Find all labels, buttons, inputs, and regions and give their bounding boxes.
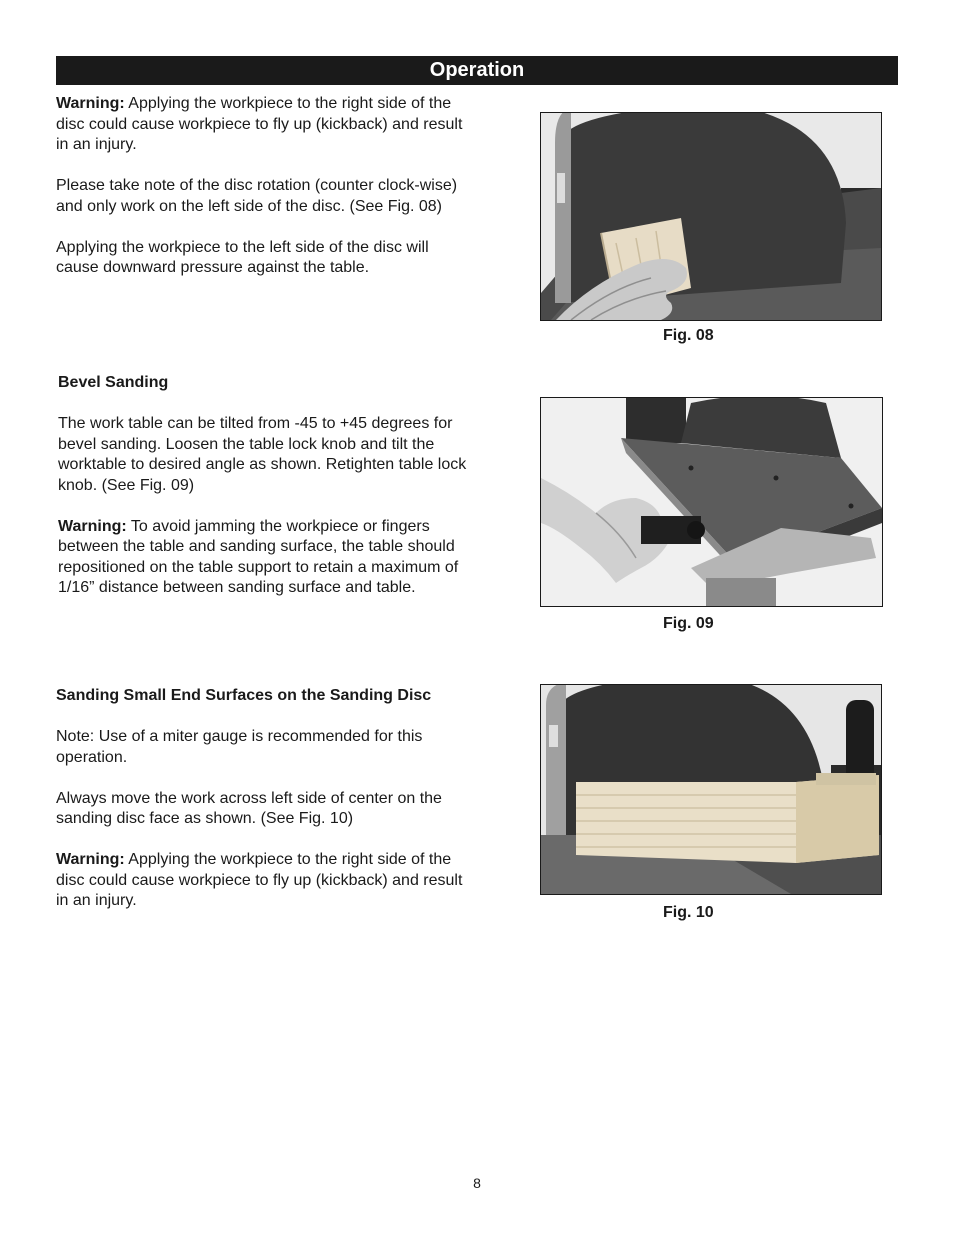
left-side-paragraph: Applying the workpiece to the left side of the disc will cause downward pressure against the table. <box>56 238 429 276</box>
section-title-bar <box>56 56 898 85</box>
warning-label: Warning: <box>56 95 125 112</box>
bevel-sanding-section <box>58 373 468 599</box>
warning-label: Warning: <box>58 517 127 535</box>
small-end-surfaces-section <box>56 686 471 912</box>
warning-text: To avoid jamming the workpiece or fingers between the table and sanding surface, the table should repositioned on the table support to retain a maximum of 1/16” distance between sanding surface and table. <box>58 517 459 596</box>
jamming-warning-paragraph <box>58 517 468 599</box>
warning-text: Applying the workpiece to the right side of the disc could cause workpiece to fly up (kickback) and result in an injury. <box>56 851 463 909</box>
figure-08-caption: Fig. 08 <box>663 327 714 344</box>
bevel-sanding-heading: Bevel Sanding <box>58 374 169 391</box>
warning-text: Applying the workpiece to the right side of the disc could cause workpiece to fly up (kickback) and result in an injury. <box>56 95 463 153</box>
left-of-center-paragraph: Always move the work across left side of center on the sanding disc face as shown. (See Fig. 10) <box>56 789 442 827</box>
section-title: Operation <box>429 59 525 81</box>
kickback-warning-paragraph <box>56 94 466 156</box>
figure-08-photo <box>540 112 882 321</box>
page-number: 8 <box>473 1175 481 1191</box>
disc-rotation-section <box>56 94 466 279</box>
figure-09-caption: Fig. 09 <box>663 615 714 632</box>
disc-rotation-paragraph: Please take note of the disc rotation (counter clock-wise) and only work on the left side of the disc. (See Fig. 08) <box>56 177 458 215</box>
figure-10-caption: Fig. 10 <box>663 904 714 921</box>
warning-label: Warning: <box>56 851 125 868</box>
figure-10-photo <box>540 684 882 895</box>
bevel-sanding-paragraph: The work table can be tilted from -45 to +45 degrees for bevel sanding. Loosen the table lock knob and tilt the worktable to desired angle as shown. Retighten table lock knob. (See Fig. 09) <box>58 415 467 494</box>
miter-gauge-note: Note: Use of a miter gauge is recommended for this operation. <box>56 728 423 766</box>
figure-09-photo <box>540 397 883 607</box>
small-end-surfaces-heading: Sanding Small End Surfaces on the Sanding Disc <box>56 687 432 704</box>
kickback-warning-paragraph <box>56 850 471 912</box>
